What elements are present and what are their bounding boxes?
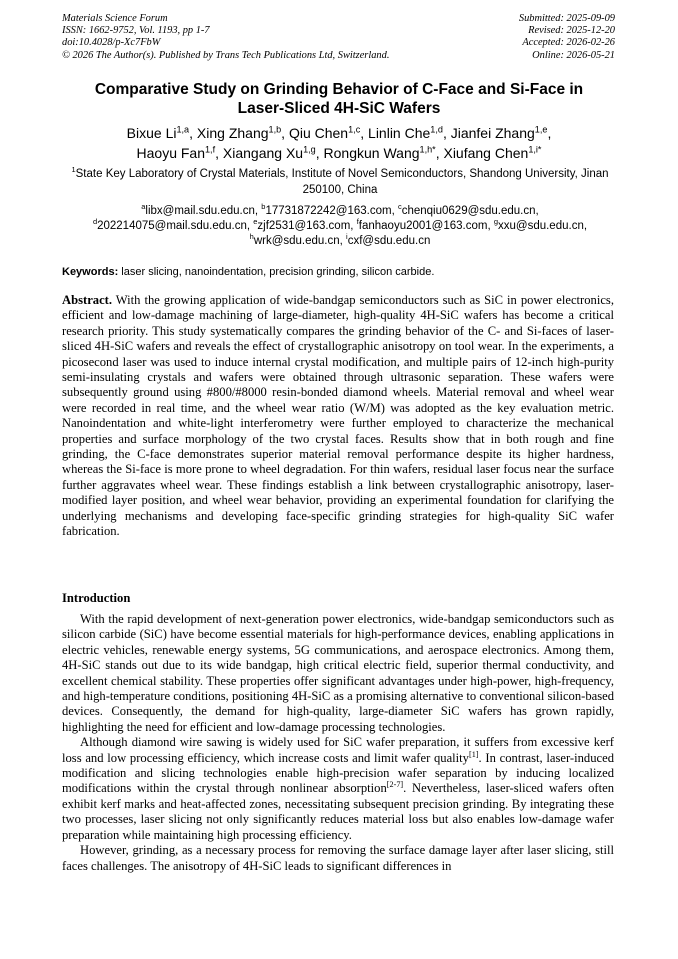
submitted-date: Submitted: 2025-09-09 bbox=[518, 13, 615, 24]
intro-paragraph-1: With the rapid development of next-generation power electronics, wide-bandgap semiconductors such as silicon carbide (SiC) have become essential materials for high-performance devices, enabling applications in electric vehicles, renewable energy systems, 5G communications, and aerospace electronics. Among them, 4H-SiC stands out due to its wide bandgap, high critical electric field, superior thermal conductivity, and excellent chemical stability. These properties offer significant advantages under high-power, high-frequency, and high-temperature conditions, positioning 4H-SiC as a promising alternative to conventional silicon-based devices. Consequently, the demand for high-quality, large-diameter SiC wafers has grown rapidly, highlighting the need for efficient and low-damage processing technologies. bbox=[62, 612, 614, 734]
email-line-2 bbox=[62, 219, 618, 234]
author-separator: , bbox=[215, 145, 223, 161]
author-name: Xiufang Chen bbox=[443, 145, 529, 161]
abstract bbox=[62, 293, 614, 540]
author-affil-sup: 1,f bbox=[205, 144, 216, 155]
author-name: Xiangang Xu bbox=[222, 145, 304, 161]
author-name: Qiu Chen bbox=[288, 125, 349, 141]
abstract-text: With the growing application of wide-bandgap semiconductors such as SiC in power electronics, efficient and low-damage machining of large-diameter, high-quality 4H-SiC wafers has become a critical research priority. This study systematically compares the grinding behavior of the C- and Si-faces of laser-sliced 4H-SiC wafers and reveals the effect of crystallographic anisotropy on tool wear. In the experiments, a picosecond laser was used to induce internal crystal modification, and multiple pairs of 12-inch high-purity semi-insulating crystals and wafers were obtained through ultrasonic separation. These wafers were subsequently ground using #800/#8000 resin-bonded diamond wheels. Material removal and wheel wear were recorded in real time, and the wheel wear ratio (W/M) was adopted as the key evaluation metric. Nanoindentation and white-light interferometry were further employed to characterize the mechanical properties and surface morphology of the two crystal faces. Results show that in both rough and fine grinding, the C-face demonstrates superior material removal performance despite its higher hardness, whereas the Si-face is more prone to wheel degradation. For thin wafers, residual laser focus near the surface further aggravates wheel wear. These findings establish a link between crystallographic anisotropy, laser-modified layer position, and wheel wear behavior, providing an experimental foundation for clarifying the underlying mechanisms and developing face-specific grinding strategies for high-quality SiC wafer fabrication. bbox=[62, 293, 614, 539]
intro-paragraph-2 bbox=[62, 735, 614, 843]
affiliation-sup: 1 bbox=[71, 165, 76, 175]
author-line-1 bbox=[40, 123, 638, 143]
email-sup: i bbox=[346, 232, 348, 242]
accepted-date: Accepted: 2026-02-26 bbox=[522, 37, 615, 49]
author-separator: , bbox=[547, 125, 552, 141]
email-address[interactable]: fanhaoyu2001@163.com bbox=[358, 220, 488, 232]
author-separator: , bbox=[360, 125, 369, 141]
paper-title-line-1: Comparative Study on Grinding Behavior of C-Face and Si-Face in bbox=[94, 81, 584, 98]
email-separator: , bbox=[339, 235, 347, 247]
citation-ref[interactable]: [1] bbox=[468, 749, 479, 759]
email-address[interactable]: 202214075@mail.sdu.edu.cn bbox=[97, 220, 247, 232]
affiliation-text: State Key Laboratory of Crystal Materials, Institute of Novel Semiconductors, Shandong University, Jinan 250100, China bbox=[75, 168, 609, 196]
email-separator: , bbox=[246, 220, 254, 232]
author-name: Haoyu Fan bbox=[136, 145, 205, 161]
citation-ref[interactable]: [2-7] bbox=[386, 780, 404, 790]
email-sup: c bbox=[397, 202, 402, 212]
abstract-label: Abstract. bbox=[62, 293, 113, 307]
online-date: Online: 2026-05-21 bbox=[532, 49, 615, 61]
author-affil-sup: 1,a bbox=[176, 124, 190, 135]
email-separator: , bbox=[487, 220, 494, 232]
author-name: Bixue Li bbox=[126, 125, 177, 141]
email-line-3 bbox=[62, 234, 618, 249]
keywords-text: laser slicing, nanoindentation, precision grinding, silicon carbide. bbox=[118, 266, 435, 278]
copyright-line: © 2026 The Author(s). Published by Trans Tech Publications Ltd, Switzerland. bbox=[62, 49, 390, 61]
author-affil-sup: 1,c bbox=[348, 124, 361, 135]
author-affil-sup: 1,e bbox=[534, 124, 548, 135]
email-address[interactable]: wrk@sdu.edu.cn bbox=[253, 235, 340, 247]
author-affil-sup: 1,h* bbox=[419, 144, 436, 155]
author-affil-sup: 1,b bbox=[268, 124, 282, 135]
author-separator: , bbox=[442, 125, 451, 141]
issn-line: ISSN: 1662-9752, Vol. 1193, pp 1-7 bbox=[62, 25, 210, 37]
email-list bbox=[62, 204, 618, 249]
email-sup: g bbox=[493, 217, 498, 227]
author-affil-sup: 1,g bbox=[303, 144, 316, 155]
email-address[interactable]: 17731872242@163.com bbox=[265, 205, 392, 217]
author-separator: , bbox=[281, 125, 289, 141]
author-name: Jianfei Zhang bbox=[450, 125, 535, 141]
intro-p2-text-c: . Nevertheless, laser-sliced wafers often exhibit kerf marks and heat-affected zones, necessitating subsequent precision grinding. By integrating these two processes, laser slicing not only significantly reduces material loss but also enables low-damage wafer preparation while maintaining high processing efficiency. bbox=[62, 781, 615, 842]
intro-p2-text-b: . In contrast, laser-induced modification and slicing technologies enable high-precision wafer separation by inducing localized modifications within the crystal through nonlinear absorption bbox=[62, 750, 614, 796]
email-address[interactable]: chenqiu0629@sdu.edu.cn bbox=[401, 205, 536, 217]
author-line-2 bbox=[40, 143, 638, 163]
email-separator: , bbox=[350, 220, 357, 232]
doi-line: doi:10.4028/p-Xc7FbW bbox=[62, 37, 161, 49]
intro-p2-text-a: Although diamond wire sawing is widely used for SiC wafer preparation, it suffers from excessive kerf loss and low processing efficiency, which increase costs and limit wafer quality bbox=[62, 735, 614, 765]
author-affil-sup: 1,i* bbox=[528, 144, 542, 155]
email-address[interactable]: cxf@sdu.edu.cn bbox=[347, 235, 431, 247]
affiliation bbox=[62, 166, 618, 198]
email-address[interactable]: xxu@sdu.edu.cn bbox=[498, 220, 584, 232]
email-separator: , bbox=[254, 205, 262, 217]
email-sup: f bbox=[356, 217, 359, 227]
author-separator: , bbox=[435, 145, 444, 161]
email-sup: b bbox=[261, 202, 266, 212]
author-list bbox=[40, 123, 638, 163]
email-address[interactable]: zjf2531@163.com bbox=[257, 220, 351, 232]
journal-name: Materials Science Forum bbox=[62, 13, 168, 24]
keywords bbox=[62, 265, 618, 279]
author-separator: , bbox=[189, 125, 197, 141]
intro-paragraph-3: However, grinding, as a necessary process for removing the surface damage layer after laser slicing, still faces challenges. The anisotropy of 4H-SiC leads to significant differences in bbox=[62, 843, 614, 873]
email-line-1 bbox=[62, 204, 618, 219]
introduction-body bbox=[62, 612, 614, 874]
author-affil-sup: 1,d bbox=[430, 124, 443, 135]
email-sup: a bbox=[141, 202, 146, 212]
author-name: Linlin Che bbox=[368, 125, 431, 141]
email-separator: , bbox=[583, 220, 588, 232]
email-sup: d bbox=[92, 217, 98, 227]
author-name: Xing Zhang bbox=[196, 125, 269, 141]
email-separator: , bbox=[535, 205, 539, 217]
author-name: Rongkun Wang bbox=[323, 145, 420, 161]
paper-title-line-2: Laser-Sliced 4H-SiC Wafers bbox=[237, 100, 441, 117]
email-separator: , bbox=[391, 205, 398, 217]
author-separator: , bbox=[315, 145, 324, 161]
email-sup: e bbox=[253, 217, 258, 227]
paper-title bbox=[40, 80, 638, 118]
keywords-label: Keywords: bbox=[62, 266, 119, 278]
revised-date: Revised: 2025-12-20 bbox=[528, 25, 615, 37]
email-address[interactable]: libx@mail.sdu.edu.cn bbox=[145, 205, 255, 217]
journal-header-right bbox=[519, 13, 615, 62]
section-heading-introduction: Introduction bbox=[62, 591, 131, 605]
email-sup: h bbox=[249, 232, 254, 242]
journal-header-left bbox=[62, 13, 389, 62]
